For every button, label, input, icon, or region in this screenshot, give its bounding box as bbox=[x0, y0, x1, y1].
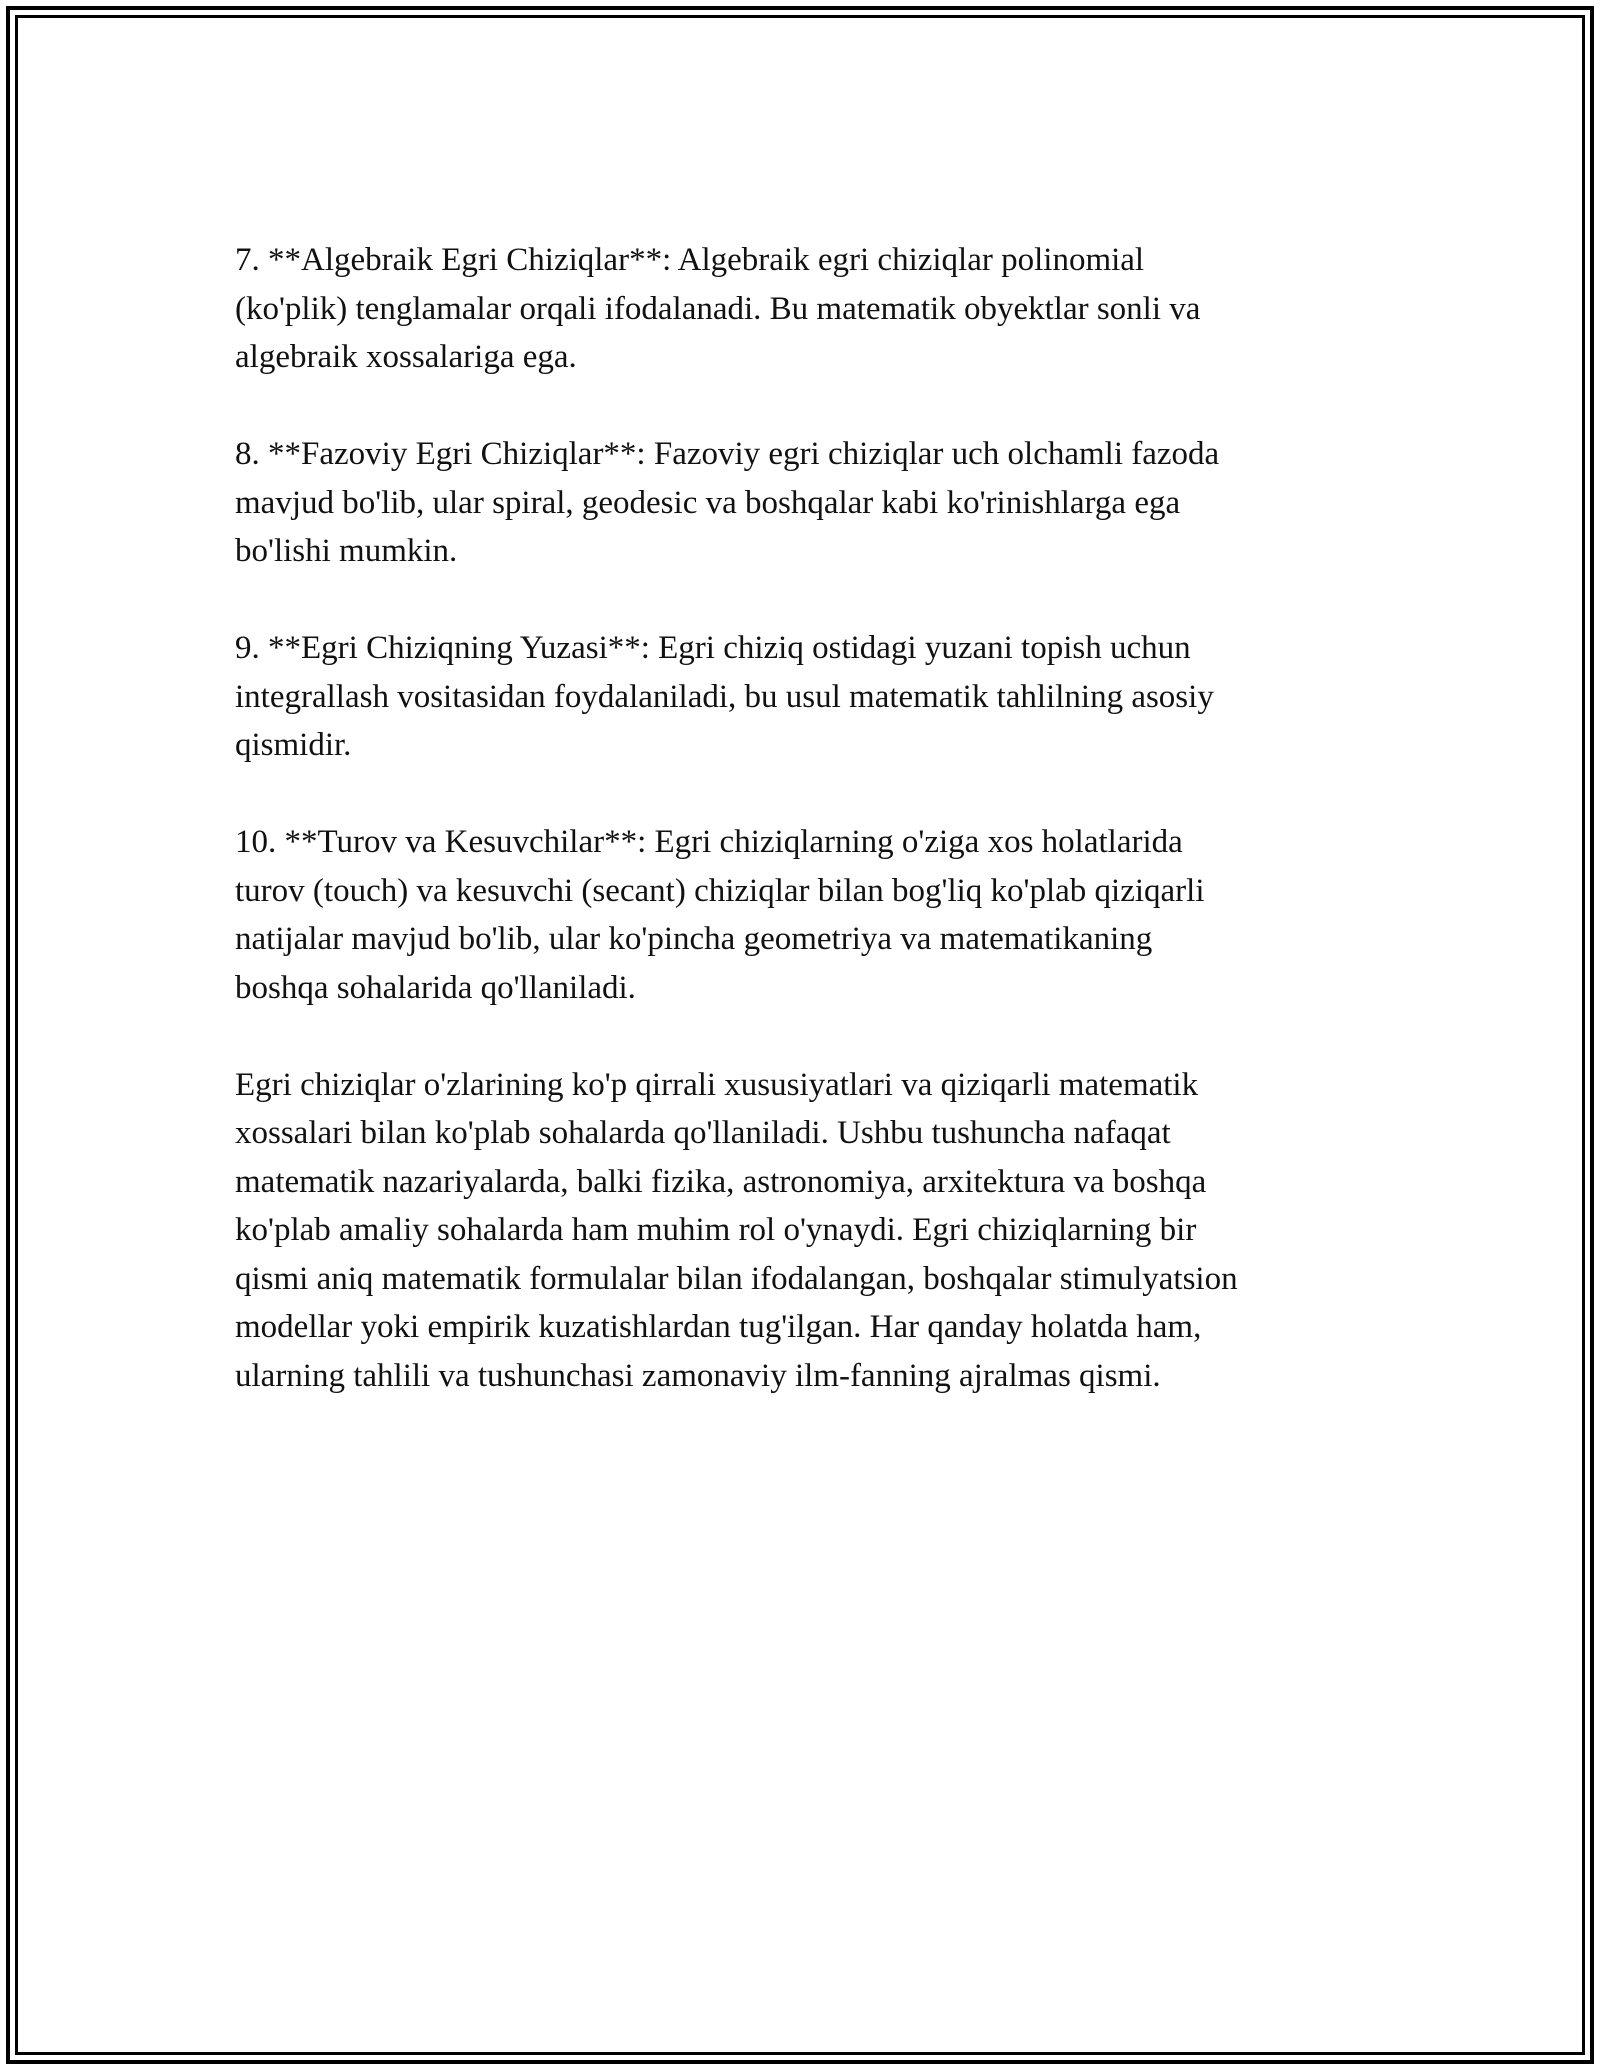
document-body bbox=[235, 236, 1370, 1449]
paragraph-curve-area: 9. **Egri Chiziqning Yuzasi**: Egri chiziq ostidagi yuzani topish uchun integrallash vositasidan foydalaniladi, bu usul matematik tahlilning asosiy qismidir. bbox=[235, 630, 1214, 763]
paragraph-spatial-curves: 8. **Fazoviy Egri Chiziqlar**: Fazoviy egri chiziqlar uch olchamli fazoda mavjud bo'lib, ular spiral, geodesic va boshqalar kabi ko'rinishlarga ega bo'lishi mumkin. bbox=[235, 436, 1220, 569]
paragraph-conclusion: Egri chiziqlar o'zlarining ko'p qirrali xususiyatlari va qiziqarli matematik xossalari bilan ko'plab sohalarda qo'llaniladi. Ushbu tushuncha nafaqat matematik nazariyalarda, balki fizika, astronomiya, arxitektura va boshqa ko'plab amaliy sohalarda ham muhim rol o'ynaydi. Egri chiziqlarning bir qismi aniq matematik formulalar bilan ifodalangan, boshqalar stimulyatsion modellar yoki empirik kuzatishlardan tug'ilgan. Har qanday holatda ham, ularning tahlili va tushunchasi zamonaviy ilm-fanning ajralmas qismi. bbox=[235, 1066, 1238, 1394]
paragraph-algebraic-curves: 7. **Algebraik Egri Chiziqlar**: Algebraik egri chiziqlar polinomial (ko'plik) tenglamalar orqali ifodalanadi. Bu matematik obyektlar sonli va algebraik xossalariga ega. bbox=[235, 242, 1201, 375]
paragraph-tangents-secants: 10. **Turov va Kesuvchilar**: Egri chiziqlarning o'ziga xos holatlarida turov (touch) va kesuvchi (secant) chiziqlar bilan bog'liq ko'plab qiziqarli natijalar mavjud bo'lib, ular ko'pincha geometriya va matematikaning boshqa sohalarida qo'llaniladi. bbox=[235, 824, 1205, 1006]
